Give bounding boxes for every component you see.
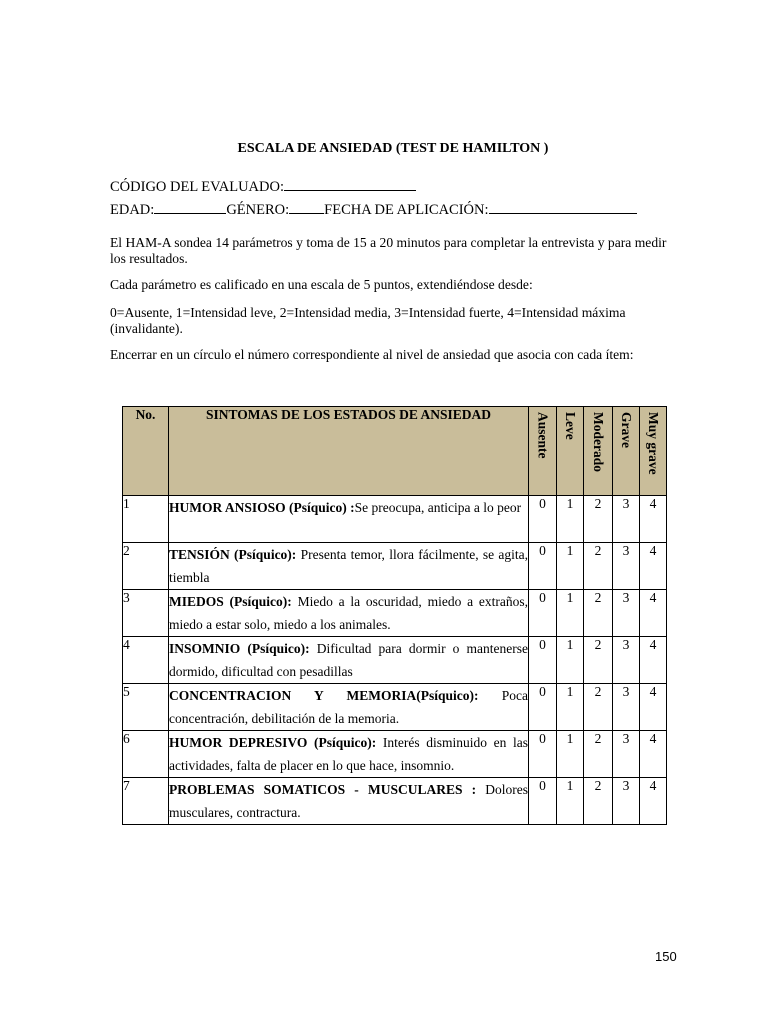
score-4[interactable]: 4 [640, 683, 667, 730]
header-grave: Grave [613, 407, 640, 496]
fecha-field[interactable] [489, 199, 637, 214]
score-1[interactable]: 1 [557, 683, 584, 730]
intro-paragraph-3: 0=Ausente, 1=Intensidad leve, 2=Intensidad media, 3=Intensidad fuerte, 4=Intensidad máxima (invalidante). [110, 305, 626, 336]
score-4[interactable]: 4 [640, 730, 667, 777]
row-symptom [169, 777, 529, 824]
row-number: 4 [123, 636, 169, 683]
score-1[interactable]: 1 [557, 542, 584, 589]
score-3[interactable]: 3 [613, 636, 640, 683]
table-row [123, 636, 667, 683]
intro-paragraph-4: Encerrar en un círculo el número correspondiente al nivel de ansiedad que asocia con cada ítem: [110, 347, 634, 362]
score-2[interactable]: 2 [584, 542, 613, 589]
row-number: 3 [123, 589, 169, 636]
score-3[interactable]: 3 [613, 496, 640, 543]
symptom-description: Dolores musculares, contractura. [169, 781, 528, 820]
score-0[interactable]: 0 [529, 683, 557, 730]
row-number: 5 [123, 683, 169, 730]
header-moderado: Moderado [584, 407, 613, 496]
table-row [123, 542, 667, 589]
header-ausente: Ausente [529, 407, 557, 496]
score-0[interactable]: 0 [529, 777, 557, 824]
score-0[interactable]: 0 [529, 730, 557, 777]
table-row [123, 730, 667, 777]
fecha-label: FECHA DE APLICACIÓN: [324, 202, 489, 218]
symptom-description: Poca concentración, debilitación de la memoria. [169, 687, 528, 726]
score-2[interactable]: 2 [584, 636, 613, 683]
row-number: 7 [123, 777, 169, 824]
table-header-row [123, 407, 667, 496]
page-title: ESCALA DE ANSIEDAD (TEST DE HAMILTON ) [237, 141, 549, 156]
score-1[interactable]: 1 [557, 777, 584, 824]
symptom-title: TENSIÓN (Psíquico): [169, 546, 297, 562]
score-2[interactable]: 2 [584, 730, 613, 777]
edad-genero-fecha-line [110, 199, 637, 219]
row-symptom [169, 683, 529, 730]
codigo-field[interactable] [284, 176, 416, 191]
symptom-description: Miedo a la oscuridad, miedo a extraños, miedo a estar solo, miedo a los animales. [169, 593, 528, 632]
intro-paragraph-1: El HAM-A sondea 14 parámetros y toma de 15 a 20 minutos para completar la entrevista y para medir los resultados. [110, 235, 667, 266]
symptom-description: Interés disminuido en las actividades, falta de placer en lo que hace, insomnio. [169, 734, 528, 773]
hamilton-table [122, 406, 667, 825]
score-3[interactable]: 3 [613, 777, 640, 824]
header-muy-grave: Muy grave [640, 407, 667, 496]
row-symptom [169, 542, 529, 589]
score-3[interactable]: 3 [613, 683, 640, 730]
row-symptom [169, 730, 529, 777]
table-row [123, 496, 667, 543]
score-3[interactable]: 3 [613, 730, 640, 777]
table-row [123, 777, 667, 824]
score-2[interactable]: 2 [584, 777, 613, 824]
header-symptoms: SINTOMAS DE LOS ESTADOS DE ANSIEDAD [169, 407, 529, 496]
score-0[interactable]: 0 [529, 496, 557, 543]
genero-field[interactable] [289, 199, 324, 214]
score-0[interactable]: 0 [529, 589, 557, 636]
edad-label: EDAD: [110, 202, 155, 218]
score-4[interactable]: 4 [640, 636, 667, 683]
score-4[interactable]: 4 [640, 542, 667, 589]
table-row [123, 683, 667, 730]
score-1[interactable]: 1 [557, 589, 584, 636]
symptom-description: Presenta temor, llora fácilmente, se agita, tiembla [169, 546, 528, 585]
score-0[interactable]: 0 [529, 542, 557, 589]
page-number: 150 [655, 949, 677, 964]
symptom-title: PROBLEMAS SOMATICOS - MUSCULARES : [169, 781, 477, 797]
header-no: No. [123, 407, 169, 496]
score-1[interactable]: 1 [557, 636, 584, 683]
score-3[interactable]: 3 [613, 542, 640, 589]
score-1[interactable]: 1 [557, 730, 584, 777]
table-row [123, 589, 667, 636]
symptom-description: Se preocupa, anticipa a lo peor [354, 500, 522, 515]
row-symptom [169, 636, 529, 683]
codigo-label: CÓDIGO DEL EVALUADO: [110, 179, 284, 195]
score-3[interactable]: 3 [613, 589, 640, 636]
row-number: 6 [123, 730, 169, 777]
score-2[interactable]: 2 [584, 496, 613, 543]
intro-paragraph-2: Cada parámetro es calificado en una escala de 5 puntos, extendiéndose desde: [110, 277, 533, 292]
symptom-title: HUMOR DEPRESIVO (Psíquico): [169, 734, 377, 750]
row-symptom [169, 496, 529, 543]
score-4[interactable]: 4 [640, 496, 667, 543]
score-2[interactable]: 2 [584, 589, 613, 636]
score-2[interactable]: 2 [584, 683, 613, 730]
genero-label: GÉNERO: [226, 202, 290, 218]
score-4[interactable]: 4 [640, 777, 667, 824]
score-1[interactable]: 1 [557, 496, 584, 543]
header-leve: Leve [557, 407, 584, 496]
symptom-title: CONCENTRACION Y MEMORIA(Psíquico): [169, 687, 479, 703]
symptom-title: INSOMNIO (Psíquico): [169, 640, 310, 656]
row-symptom [169, 589, 529, 636]
edad-field[interactable] [154, 199, 226, 214]
row-number: 1 [123, 496, 169, 543]
symptom-title: MIEDOS (Psíquico): [169, 593, 292, 609]
codigo-line [110, 176, 416, 196]
row-number: 2 [123, 542, 169, 589]
symptom-description: Dificultad para dormir o mantenerse dormido, dificultad con pesadillas [169, 640, 528, 679]
symptom-title: HUMOR ANSIOSO (Psíquico) : [169, 500, 355, 515]
score-4[interactable]: 4 [640, 589, 667, 636]
score-0[interactable]: 0 [529, 636, 557, 683]
